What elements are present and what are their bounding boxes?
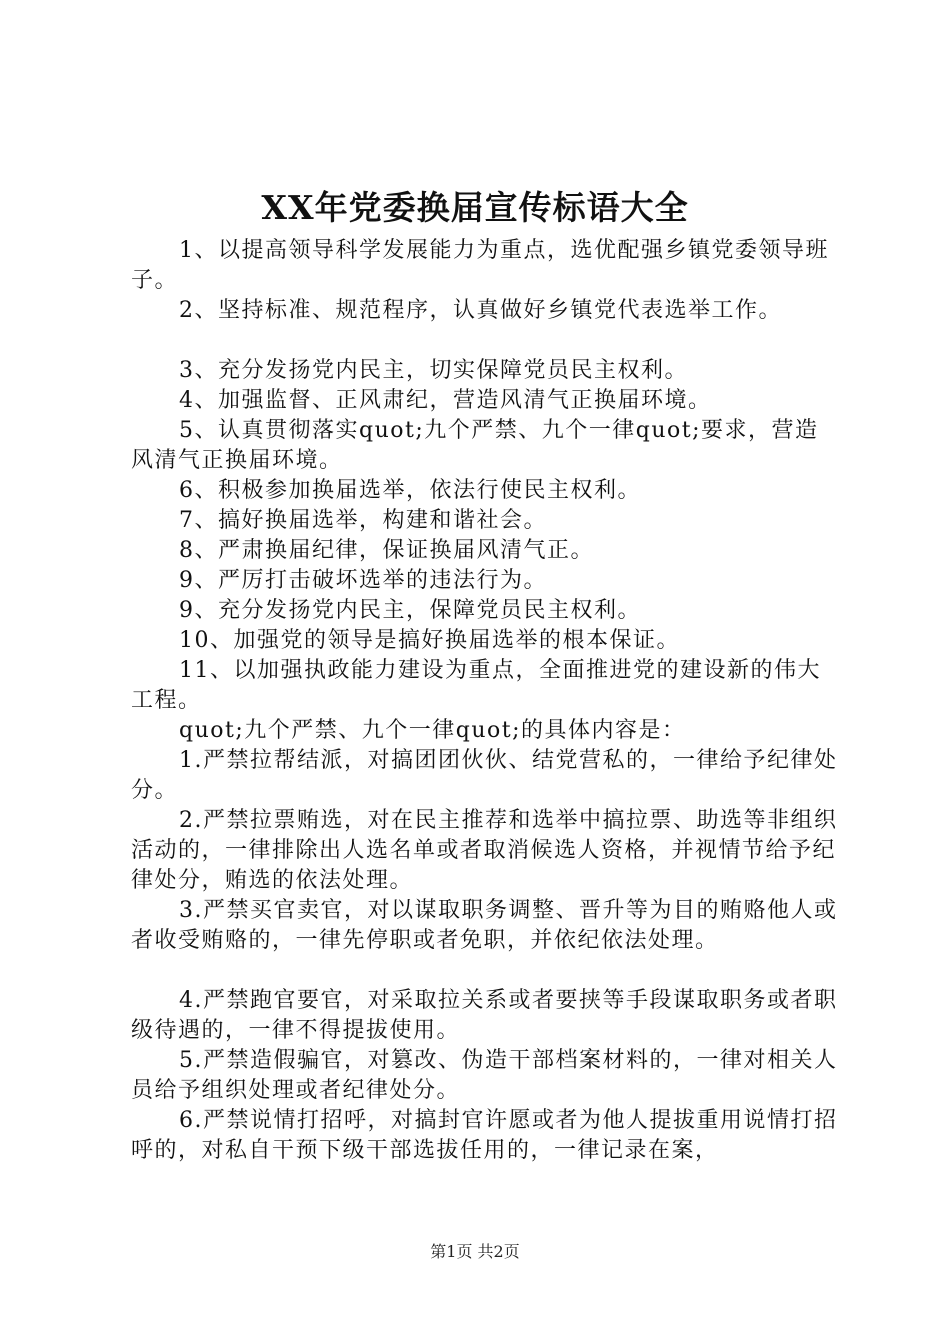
paragraph: 7、搞好换届选举，构建和谐社会。 xyxy=(179,508,547,533)
paragraph: 1、以提高领导科学发展能力为重点，选优配强乡镇党委领导班子。 xyxy=(131,238,829,293)
paragraph: 6.严禁说情打招呼，对搞封官许愿或者为他人提拔重用说情打招呼的，对私自干预下级干部选拔任用的，一律记录在案， xyxy=(131,1108,838,1163)
paragraph: quot;九个严禁、九个一律quot;的具体内容是： xyxy=(179,718,686,743)
paragraph-spacer xyxy=(131,956,841,986)
paragraph: 11、以加强执政能力建设为重点，全面推进党的建设新的伟大工程。 xyxy=(131,658,821,713)
paragraph: 2.严禁拉票贿选，对在民主推荐和选举中搞拉票、助选等非组织活动的，一律排除出人选名单或者取消候选人资格，并视情节给予纪律处分，贿选的依法处理。 xyxy=(131,808,838,893)
paragraph: 10、加强党的领导是搞好换届选举的根本保证。 xyxy=(179,628,680,653)
document-title: XX年党委换届宣传标语大全 xyxy=(261,188,689,227)
paragraph: 4.严禁跑官要官，对采取拉关系或者要挟等手段谋取职务或者职级待遇的，一律不得提拔使用。 xyxy=(131,988,838,1043)
paragraph: 5、认真贯彻落实quot;九个严禁、九个一律quot;要求，营造风清气正换届环境。 xyxy=(131,418,819,473)
paragraph: 4、加强监督、正风肃纪，营造风清气正换届环境。 xyxy=(179,388,712,413)
paragraph-spacer xyxy=(131,326,841,356)
document-body xyxy=(131,236,841,1166)
paragraph: 2、坚持标准、规范程序，认真做好乡镇党代表选举工作。 xyxy=(179,298,782,323)
paragraph: 5.严禁造假骗官，对篡改、伪造干部档案材料的，一律对相关人员给予组织处理或者纪律处分。 xyxy=(131,1048,838,1103)
paragraph: 3.严禁买官卖官，对以谋取职务调整、晋升等为目的贿赂他人或者收受贿赂的，一律先停职或者免职，并依纪依法处理。 xyxy=(131,898,838,953)
paragraph: 1.严禁拉帮结派，对搞团团伙伙、结党营私的，一律给予纪律处分。 xyxy=(131,748,838,803)
page-footer: 第1页 共2页 xyxy=(430,1242,520,1261)
paragraph: 9、严厉打击破坏选举的违法行为。 xyxy=(179,568,547,593)
paragraph: 6、积极参加换届选举，依法行使民主权利。 xyxy=(179,478,641,503)
paragraph: 8、严肃换届纪律，保证换届风清气正。 xyxy=(179,538,594,563)
paragraph: 9、充分发扬党内民主，保障党员民主权利。 xyxy=(179,598,641,623)
paragraph: 3、充分发扬党内民主，切实保障党员民主权利。 xyxy=(179,358,688,383)
